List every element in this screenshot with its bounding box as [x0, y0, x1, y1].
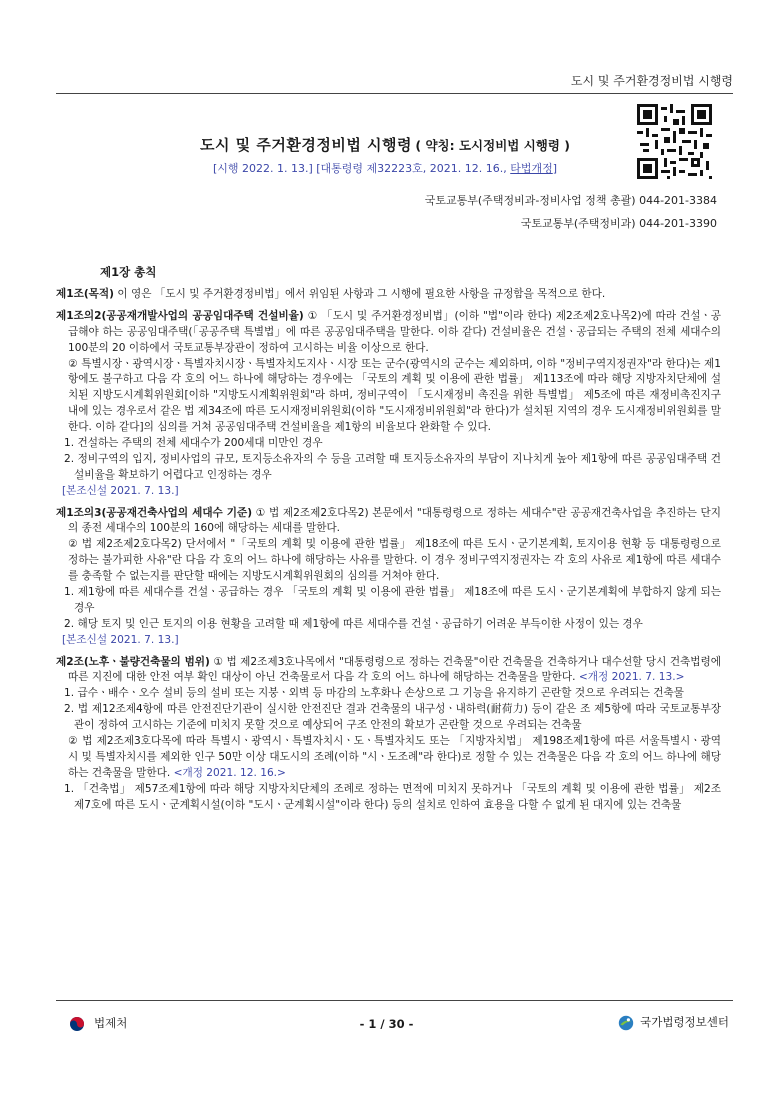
item-1: 1. 「건축법」 제57조제1항에 따라 해당 지방자치단체의 조례로 정하는 면적에 미치지 못하거나 「국토의 계획 및 이용에 관한 법률」 제2조제7호에 따른 도시ㆍ군계획시설(이하 "도시ㆍ군계획시설"이라 한다) 등의 설치로 인하여 효용을 다할 수 없게 된 대지에 있는 건축물	[64, 782, 721, 811]
paragraph-1	[56, 309, 721, 357]
amendment-note[interactable]: <개정 2021. 12. 16.>	[173, 766, 286, 779]
paragraph-2	[56, 734, 721, 782]
article-heading[interactable]: 제1조의2(공공재개발사업의 공공임대주택 건설비율)	[56, 309, 304, 322]
header-divider	[56, 93, 733, 94]
enforcement-history	[150, 161, 620, 178]
article-1-3	[56, 506, 721, 649]
paragraph-text: ① 법 제2조제3호나목에서 "대통령령으로 정하는 건축물"이란 건축물을 건축하거나 대수선할 당시 건축법령에 따른 지진에 대한 안전 여부 확인 대상이 아닌 건축물로서 다음 각 호의 어느 하나에 해당하는 건축물을 말한다.	[68, 655, 721, 684]
running-title: 도시 및 주거환경정비법 시행령	[570, 74, 733, 88]
title-block	[150, 134, 620, 177]
article-heading[interactable]: 제2조(노후ㆍ불량건축물의 범위)	[56, 655, 210, 668]
law-title-main: 도시 및 주거환경정비법 시행령	[199, 136, 413, 154]
paragraph-1	[56, 655, 721, 687]
law-center-logo-icon	[618, 1015, 634, 1031]
amendment-type-link[interactable]: 타법개정	[510, 161, 553, 175]
item-1: 1. 제1항에 따른 세대수를 건설ㆍ공급하는 경우 「국토의 계획 및 이용에 관한 법률」 제18조에 따른 도시ㆍ군기본계획에 부합하지 않게 되는 경우	[64, 586, 721, 614]
footer-divider	[56, 1000, 733, 1001]
history-text: [시행 2022. 1. 13.] [대통령령 제32223호, 2021. 12. 16.,	[212, 161, 511, 175]
article-note: [본조신설 2021. 7. 13.]	[62, 633, 179, 646]
article-2	[56, 655, 721, 814]
paragraph-2: ② 법 제2조제2호다목2) 단서에서 "「국토의 계획 및 이용에 관한 법률」 제18조에 따른 도시ㆍ군기본계획, 토지이용 현황 등 대통령령으로 정하는 불가피한 사유"란 다음 각 호의 어느 하나에 해당하는 사유를 말한다. 이 경우 정비구역지정권자는 각 호의 사유로 제1항에 따른 세대수를 충족할 수 없는지를 판단할 때에는 지방도시계획위원회의 심의를 거쳐야 한다.	[68, 538, 721, 583]
ministry-contact-2: 국토교통부(주택정비과) 044-201-3390	[520, 217, 717, 230]
ministry-contact-1: 국토교통부(주택정비과-정비사업 정책 총괄) 044-201-3384	[424, 194, 717, 207]
item-2: 2. 정비구역의 입지, 정비사업의 규모, 토지등소유자의 수 등을 고려할 때 토지등소유자의 부담이 지나치게 높아 제1항에 따른 공공임대주택 건설비율을 확보하기 어렵다고 인정하는 경우	[64, 452, 721, 481]
article-heading[interactable]: 제1조의3(공공재건축사업의 세대수 기준)	[56, 506, 253, 519]
history-end: ]	[552, 161, 558, 175]
paragraph-2: ② 특별시장ㆍ광역시장ㆍ특별자치시장ㆍ특별자치도지사ㆍ시장 또는 군수(광역시의 군수는 제외하며, 이하 "정비구역지정권자"라 한다)는 제1항에도 불구하고 다음 각 호의 어느 하나에 해당하는 경우에는 「국토의 계획 및 이용에 관한 법률」 제113조에 따라 해당 지방자치단체에 설치된 지방도시계획위원회[이하 "지방도시계획위원회"라 하며, 정비구역이 「도시재정비 촉진을 위한 특별법」 제5조에 따른 재정비촉진지구 내에 있는 경우로서 같은 법 제34조에 따른 도시재정비위원회(이하 "도시재정비위원회"라 한다)가 설치된 지역의 경우 도시재정비위원회를 말한다. 이하 같다]의 심의를 거쳐 공공임대주택 건설비율을 제1항의 비율보다 완화할 수 있다.	[68, 357, 721, 434]
item-2: 2. 해당 토지 및 인근 토지의 이용 현황을 고려할 때 제1항에 따른 세대수를 건설ㆍ공급하기 어려운 부득이한 사정이 있는 경우	[64, 617, 643, 630]
law-body	[56, 287, 721, 820]
paragraph-text: ① 「도시 및 주거환경정비법」(이하 "법"이라 한다) 제2조제2호나목2)에 따라 건설ㆍ공급해야 하는 공공임대주택(「공공주택 특별법」에 따른 공공임대주택을 말한다. 이하 같다) 건설비율은 건설ㆍ공급되는 주택의 전체 세대수의 100분의 20 이하에서 국토교통부장관이 정하여 고시하는 비율 이상으로 한다.	[68, 309, 721, 354]
article-text: 이 영은 「도시 및 주거환경정비법」에서 위임된 사항과 그 시행에 필요한 사항을 규정함을 목적으로 한다.	[114, 288, 606, 300]
article-note: [본조신설 2021. 7. 13.]	[62, 484, 179, 497]
item-1: 1. 급수ㆍ배수ㆍ오수 설비 등의 설비 또는 지붕ㆍ외벽 등 마감의 노후화나 손상으로 그 기능을 유지하기 곤란할 것으로 우려되는 건축물	[64, 687, 684, 700]
chapter-heading: 제1장 총칙	[100, 265, 157, 279]
amendment-note[interactable]: <개정 2021. 7. 13.>	[578, 671, 685, 684]
paragraph-text: ② 법 제2조제3호다목에 따라 특별시ㆍ광역시ㆍ특별자치시ㆍ도ㆍ특별자치도 또는 「지방자치법」 제198조제1항에 따른 서울특별시ㆍ광역시 및 특별자치시를 제외한 인구 50만 이상 대도시의 조례(이하 "시ㆍ도조례"라 한다)로 정할 수 있는 건축물은 다음 각 호의 어느 하나에 해당하는 건축물을 말한다.	[68, 735, 721, 779]
article-1-2	[56, 309, 721, 500]
paragraph-text: ① 법 제2조제2호다목2) 본문에서 "대통령령으로 정하는 세대수"란 공공재건축사업을 추진하는 단지의 종전 세대수의 100분의 160에 해당하는 세대를 말한다.	[68, 506, 721, 535]
footer-right	[618, 1014, 729, 1031]
footer-agency: 법제처	[94, 1016, 128, 1030]
paragraph-1	[56, 506, 721, 538]
item-2: 2. 법 제12조제4항에 따른 안전진단기관이 실시한 안전진단 결과 건축물의 내구성ㆍ내하력(耐荷力) 등이 같은 조 제5항에 따라 국토교통부장관이 정하여 고시하는 기준에 미치지 못할 것으로 예상되어 구조 안전의 확보가 곤란할 것으로 우려되는 건축물	[64, 703, 721, 732]
law-title-abbreviation: ( 약칭: 도시정비법 시행령 )	[415, 138, 570, 153]
item-1: 1. 건설하는 주택의 전체 세대수가 200세대 미만인 경우	[64, 437, 323, 450]
qr-code[interactable]	[637, 104, 712, 179]
law-title	[150, 134, 620, 157]
article-1	[56, 287, 721, 303]
page-number: - 1 / 30 -	[359, 1017, 414, 1031]
article-heading[interactable]: 제1조(목적)	[56, 288, 114, 300]
footer-center-name: 국가법령정보센터	[640, 1015, 729, 1029]
